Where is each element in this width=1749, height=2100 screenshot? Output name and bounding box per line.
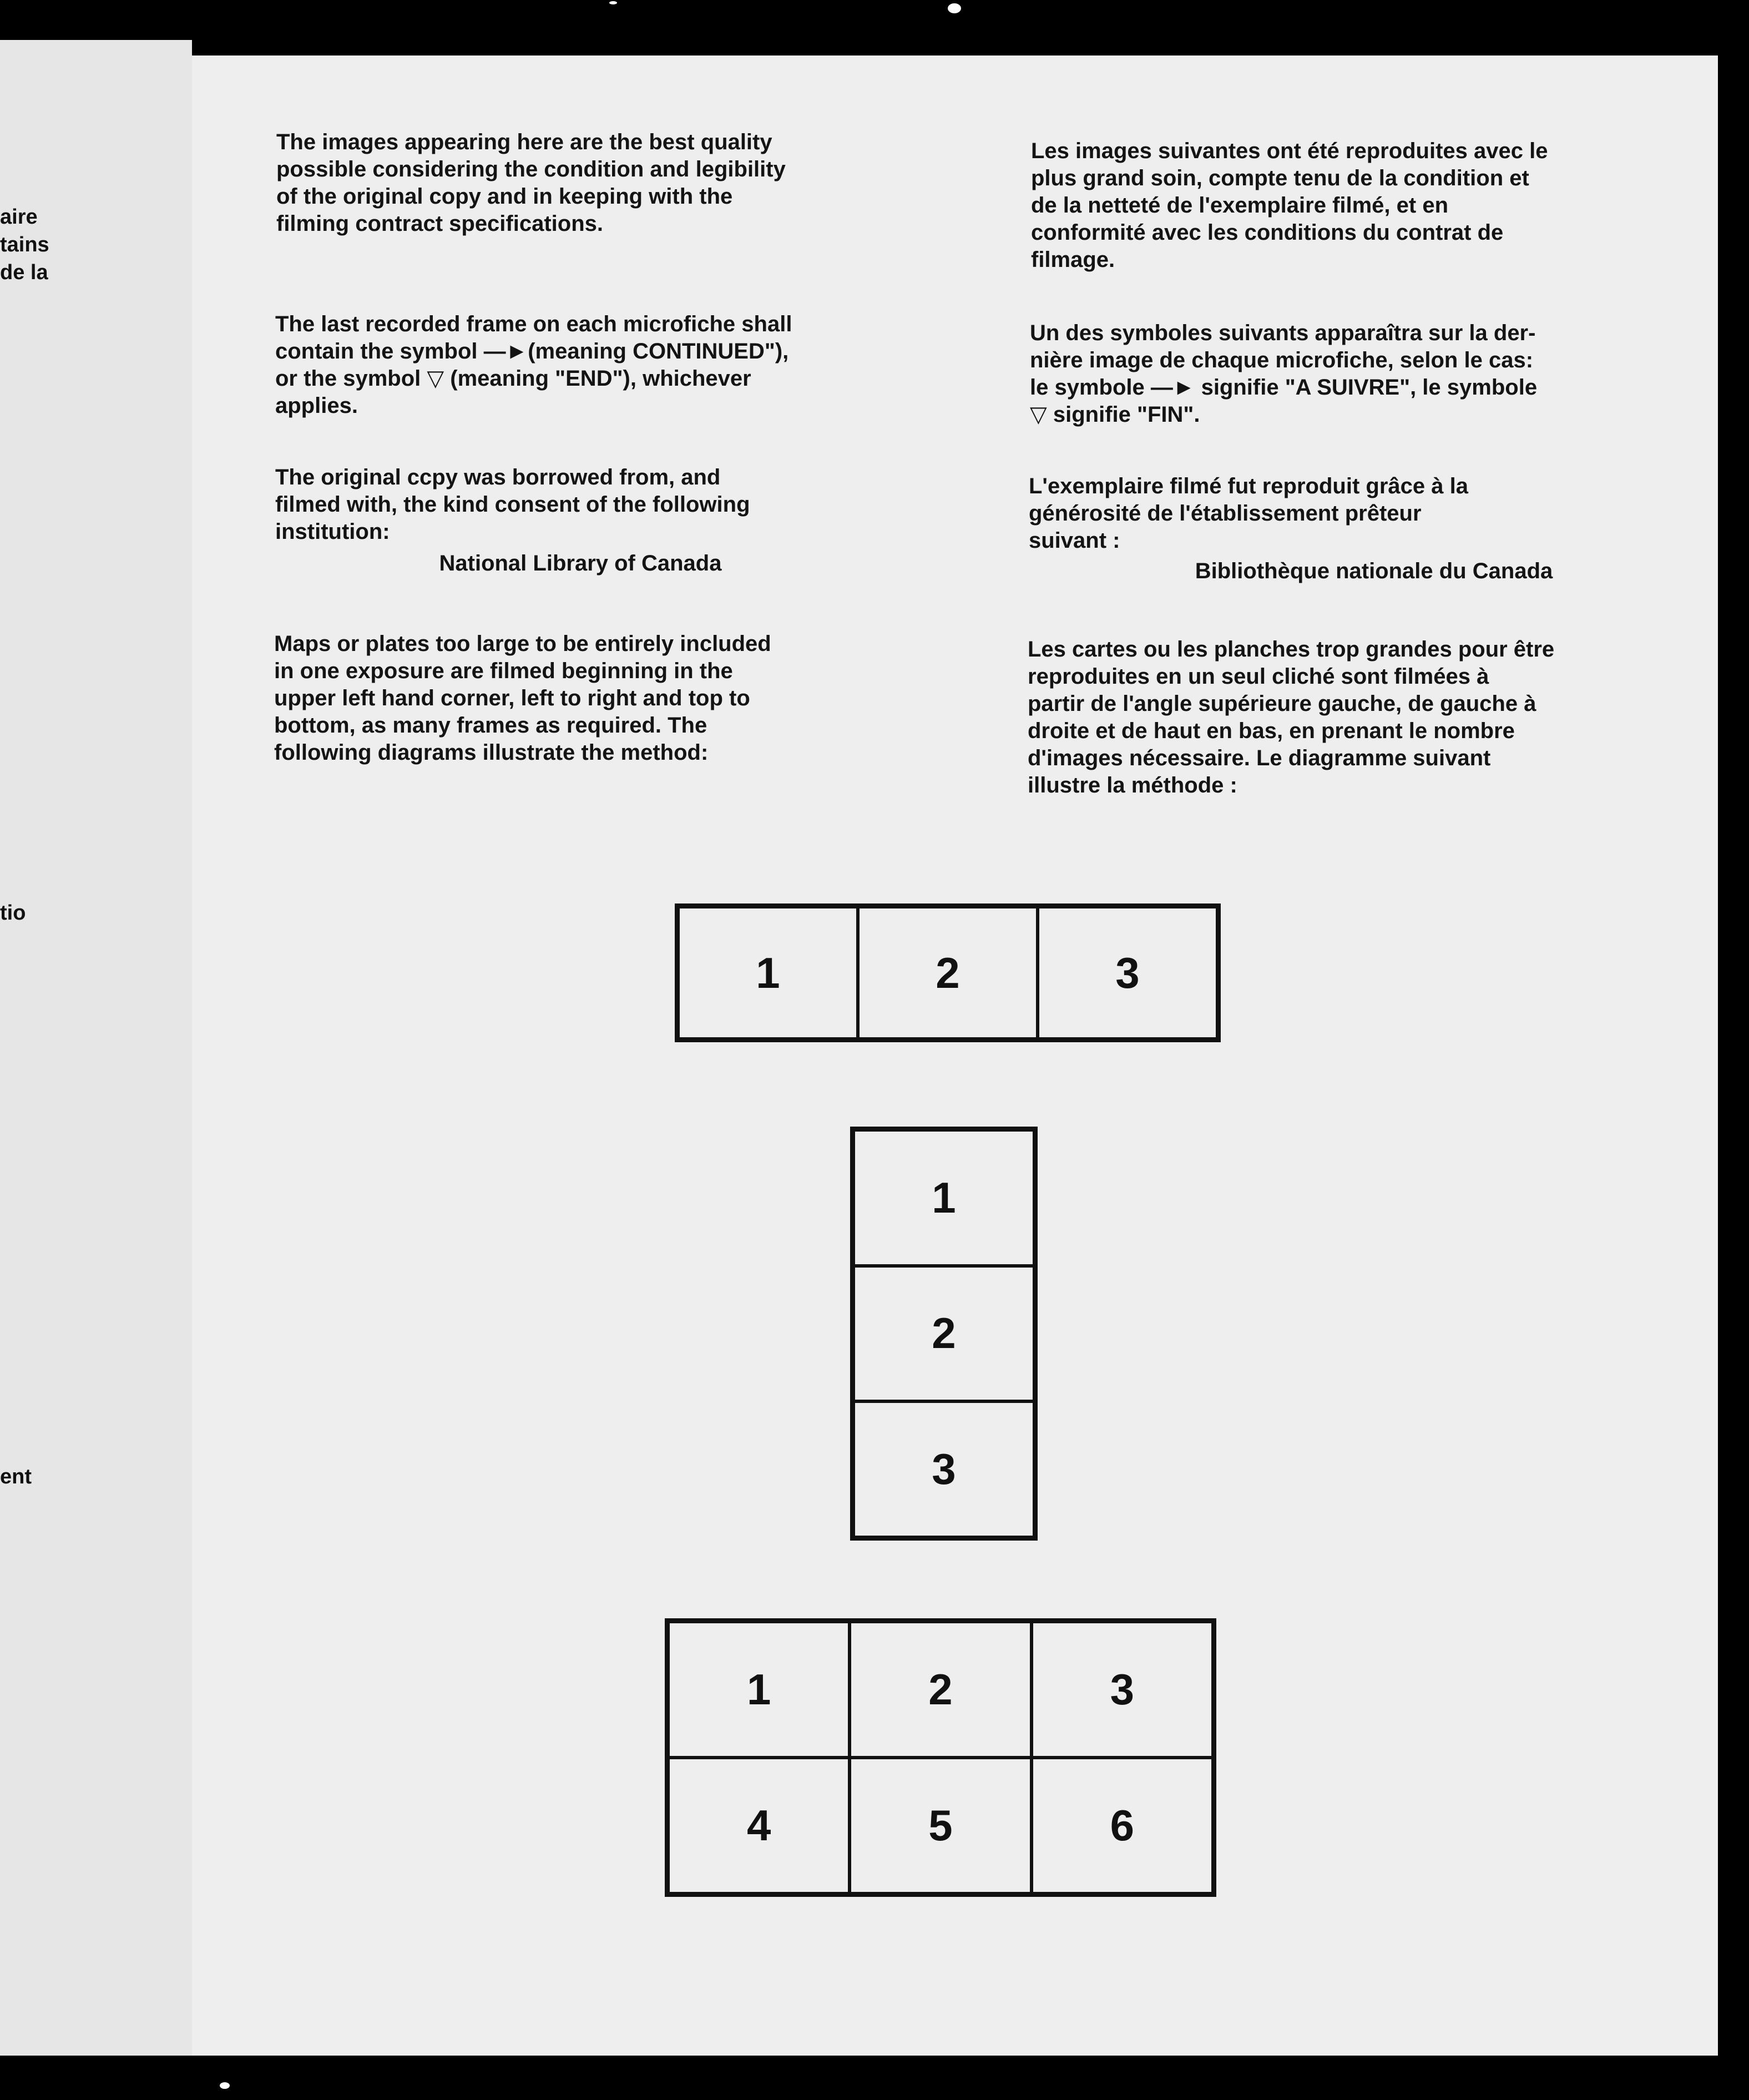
frame-cell-1: 1 xyxy=(668,1622,850,1758)
left-fragment-3: de la xyxy=(0,261,48,284)
frame-cell-2: 2 xyxy=(850,1622,1031,1758)
left-fragment-4: tio xyxy=(0,901,26,925)
english-institution: National Library of Canada xyxy=(439,551,722,576)
english-maps-paragraph: Maps or plates too large to be entirely included in one exposure are filmed beginning in the upper left hand corner, left to right and top to bottom, as many frames as required. The following diagrams illustrate the method: xyxy=(274,632,771,765)
frame-cell-5: 5 xyxy=(850,1758,1031,1894)
horizontal-frame-diagram xyxy=(675,903,1221,1042)
french-quality-paragraph: Les images suivantes ont été reproduites avec le plus grand soin, compte tenu de la condition et de la netteté de l'exemplaire filmé, et en conformité avec les conditions du contrat de filmage. xyxy=(1031,139,1548,272)
frame-cell-1: 1 xyxy=(678,907,858,1039)
document-page xyxy=(192,55,1718,2056)
french-institution: Bibliothèque nationale du Canada xyxy=(1195,559,1553,583)
left-fragment-1: aire xyxy=(0,205,38,229)
french-symbol-paragraph: Un des symboles suivants apparaîtra sur la der- nière image de chaque microfiche, selon le cas: le symbole —► signifie "A SUIVRE", le symbole ▽ signifie "FIN". xyxy=(1030,321,1538,427)
grid-frame-diagram xyxy=(665,1618,1216,1897)
frame-cell-3: 3 xyxy=(853,1401,1034,1537)
frame-cell-1: 1 xyxy=(853,1130,1034,1266)
english-borrowed-paragraph: The original ccpy was borrowed from, and filmed with, the kind consent of the following institution: xyxy=(275,465,750,544)
frame-cell-3: 3 xyxy=(1032,1622,1213,1758)
scan-speck xyxy=(609,1,617,4)
scan-speck xyxy=(220,2082,230,2089)
frame-cell-3: 3 xyxy=(1038,907,1217,1039)
english-symbol-paragraph: The last recorded frame on each microfiche shall contain the symbol —►(meaning CONTINUED"), or the symbol ▽ (meaning "END"), whichever applies. xyxy=(275,312,792,418)
frame-cell-2: 2 xyxy=(858,907,1038,1039)
french-borrowed-paragraph: L'exemplaire filmé fut reproduit grâce à la générosité de l'établissement prêteur suivant : xyxy=(1029,474,1468,553)
scan-speck xyxy=(948,3,961,13)
frame-cell-4: 4 xyxy=(668,1758,850,1894)
vertical-frame-diagram xyxy=(850,1127,1038,1541)
left-fragment-5: ent xyxy=(0,1465,32,1488)
english-quality-paragraph: The images appearing here are the best quality possible considering the condition and legibility of the original copy and in keeping with the filming contract specifications. xyxy=(276,130,786,236)
frame-cell-2: 2 xyxy=(853,1266,1034,1402)
french-maps-paragraph: Les cartes ou les planches trop grandes pour être reproduites en un seul cliché sont filmées à partir de l'angle supérieure gauche, de gauche à droite et de haut en bas, en prenant le nombre d'images nécessaire. Le diagramme suivant illustre la méthode : xyxy=(1028,637,1555,797)
previous-page-strip xyxy=(0,40,192,2056)
frame-cell-6: 6 xyxy=(1032,1758,1213,1894)
left-fragment-2: tains xyxy=(0,233,49,256)
